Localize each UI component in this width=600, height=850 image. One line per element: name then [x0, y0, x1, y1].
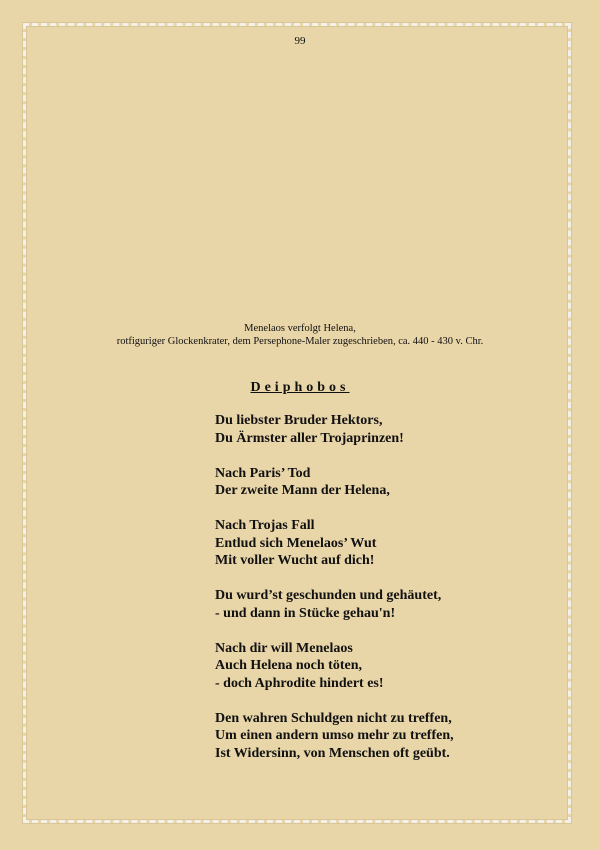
poem-line: Du wurd’st geschunden und gehäutet, [215, 588, 442, 603]
poem-line: Auch Helena noch töten, [215, 658, 362, 673]
vase-image-placeholder [60, 60, 540, 310]
poem-title: Deiphobos [250, 380, 350, 395]
poem-line: - doch Aphrodite hindert es! [215, 675, 384, 691]
poem-line: Nach dir will Menelaos [215, 640, 353, 656]
poem-body [215, 412, 555, 780]
stanza-5 [215, 640, 555, 693]
stanza-2 [215, 465, 555, 500]
stanza-1 [215, 412, 555, 447]
stanza-4 [215, 587, 555, 622]
caption-line-2: rotfiguriger Glockenkrater, dem Persephone-Maler zugeschrieben, ca. 440 - 430 v. Chr. [116, 336, 484, 347]
poem-line: Um einen andern umso mehr zu treffen, [215, 728, 454, 743]
poem-line: Der zweite Mann der Helena, [215, 483, 390, 498]
poem-line: Ist Widersinn, von Menschen oft geübt. [215, 745, 450, 761]
poem-line: Du Ärmster aller Trojaprinzen! [215, 430, 404, 446]
poem-line: Nach Trojas Fall [215, 518, 315, 533]
stanza-3 [215, 517, 555, 570]
page-number: 99 [294, 35, 306, 47]
image-caption [0, 322, 600, 348]
poem-line: Du liebster Bruder Hektors, [215, 413, 383, 428]
poem-line: Den wahren Schuldgen nicht zu treffen, [215, 710, 452, 726]
caption-line-1: Menelaos verfolgt Helena, [244, 323, 356, 334]
poem-line: - und dann in Stücke gehau'n! [215, 605, 396, 621]
poem-line: Mit voller Wucht auf dich! [215, 553, 375, 568]
poem-line: Entlud sich Menelaos’ Wut [215, 535, 377, 551]
stanza-6 [215, 710, 555, 763]
poem-line: Nach Paris’ Tod [215, 465, 311, 481]
